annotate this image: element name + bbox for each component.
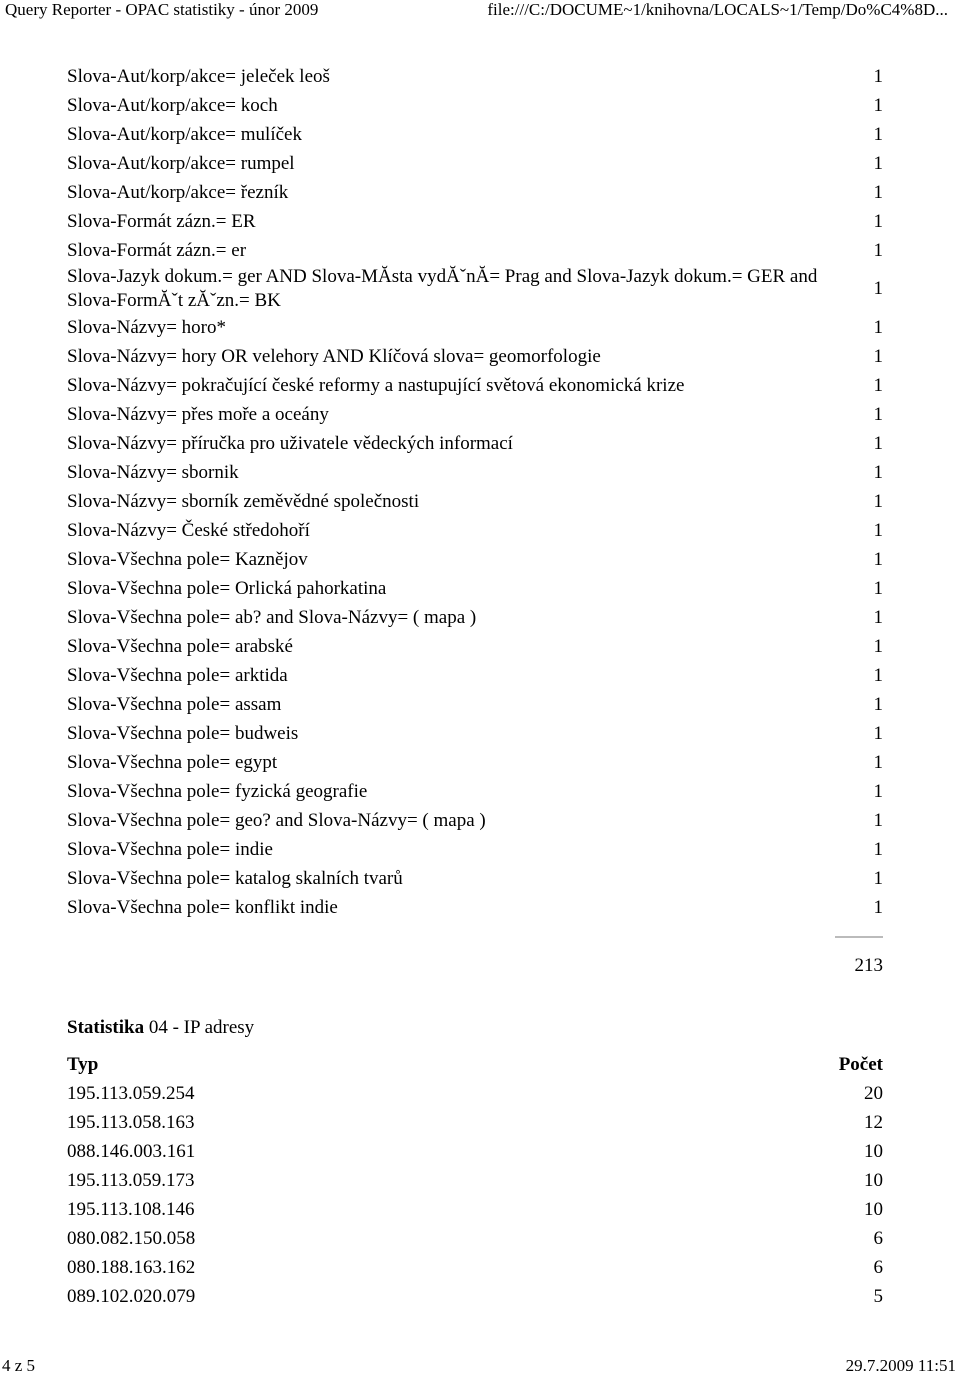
print-header <box>0 0 960 24</box>
ip-address: 195.113.059.254 <box>67 1082 195 1104</box>
query-text: Slova-Názvy= sborník zeměvědné společnosti <box>67 490 420 512</box>
table-row <box>67 1137 883 1166</box>
table-row <box>67 1282 883 1311</box>
query-count: 1 <box>873 94 883 116</box>
total-count: 213 <box>835 936 883 978</box>
query-count: 1 <box>873 606 883 628</box>
page-url: file:///C:/DOCUME~1/knihovna/LOCALS~1/Temp/Do%C4%8D... <box>487 0 948 19</box>
table-row <box>67 1253 883 1282</box>
query-count: 1 <box>873 210 883 232</box>
table-row <box>67 1108 883 1137</box>
table-row <box>67 265 883 313</box>
query-count: 1 <box>873 432 883 454</box>
ip-address: 088.146.003.161 <box>67 1140 196 1162</box>
query-count: 1 <box>873 809 883 831</box>
print-datetime: 29.7.2009 11:51 <box>845 1356 956 1375</box>
table-row <box>67 487 883 516</box>
query-text: Slova-Aut/korp/akce= jeleček leoš <box>67 65 330 87</box>
query-text: Slova-Všechna pole= indie <box>67 838 273 860</box>
statistics-title <box>67 1016 883 1040</box>
query-count: 1 <box>873 896 883 918</box>
table-row <box>67 1224 883 1253</box>
table-row <box>67 632 883 661</box>
table-row <box>67 777 883 806</box>
ip-count: 6 <box>873 1256 883 1278</box>
query-count: 1 <box>873 181 883 203</box>
query-count: 1 <box>873 722 883 744</box>
ip-table-header <box>67 1050 883 1079</box>
table-row <box>67 545 883 574</box>
ip-count: 6 <box>873 1227 883 1249</box>
statistics-label: Statistika <box>67 1017 145 1038</box>
table-row <box>67 458 883 487</box>
query-text: Slova-Aut/korp/akce= mulíček <box>67 123 302 145</box>
table-row <box>67 574 883 603</box>
table-row <box>67 1166 883 1195</box>
query-text: Slova-Všechna pole= katalog skalních tvarů <box>67 867 403 889</box>
query-count: 1 <box>873 635 883 657</box>
column-header-count: Počet <box>838 1053 883 1075</box>
query-text: Slova-Formát zázn.= er <box>67 239 247 261</box>
total-row <box>67 936 883 978</box>
query-text: Slova-Všechna pole= arabské <box>67 635 293 657</box>
page-number: 4 z 5 <box>2 1356 36 1375</box>
table-row <box>67 719 883 748</box>
query-text: Slova-Aut/korp/akce= koch <box>67 94 278 116</box>
table-row <box>67 429 883 458</box>
table-row <box>67 313 883 342</box>
table-row <box>67 207 883 236</box>
query-text: Slova-Všechna pole= Orlická pahorkatina <box>67 577 387 599</box>
query-text: Slova-Všechna pole= geo? and Slova-Názvy= ( mapa ) <box>67 809 486 831</box>
query-count: 1 <box>873 664 883 686</box>
query-count: 1 <box>873 780 883 802</box>
report-content <box>67 62 883 1311</box>
table-row <box>67 342 883 371</box>
query-count: 1 <box>873 239 883 261</box>
query-text: Slova-Všechna pole= arktida <box>67 664 288 686</box>
query-text: Slova-Jazyk dokum.= ger AND Slova-MĂsta vydĂˇnĂ= Prag and Slova-Jazyk dokum.= GER and Slova-FormĂˇt zĂˇzn.= BK <box>67 266 818 311</box>
ip-count: 10 <box>864 1198 883 1220</box>
query-count: 1 <box>873 519 883 541</box>
query-count: 1 <box>873 751 883 773</box>
table-row <box>67 1195 883 1224</box>
query-text: Slova-Všechna pole= budweis <box>67 722 299 744</box>
query-count: 1 <box>873 490 883 512</box>
query-text: Slova-Názvy= pokračující české reformy a nastupující světová ekonomická krize <box>67 374 685 396</box>
table-row <box>67 400 883 429</box>
page-title: Query Reporter - OPAC statistiky - únor 2009 <box>5 0 319 19</box>
query-count: 1 <box>873 152 883 174</box>
ip-count: 5 <box>873 1285 883 1307</box>
query-text: Slova-Názvy= horo* <box>67 316 226 338</box>
query-text: Slova-Aut/korp/akce= rumpel <box>67 152 295 174</box>
query-text: Slova-Názvy= sbornik <box>67 461 239 483</box>
ip-address: 080.082.150.058 <box>67 1227 196 1249</box>
query-text: Slova-Všechna pole= assam <box>67 693 282 715</box>
ip-count: 20 <box>864 1082 883 1104</box>
query-count: 1 <box>873 374 883 396</box>
table-row <box>67 178 883 207</box>
query-count: 1 <box>873 867 883 889</box>
query-count: 1 <box>873 548 883 570</box>
query-count: 1 <box>873 65 883 87</box>
query-text: Slova-Všechna pole= Kaznějov <box>67 548 308 570</box>
table-row <box>67 835 883 864</box>
table-row <box>67 864 883 893</box>
table-row <box>67 661 883 690</box>
statistics-subtitle: 04 - IP adresy <box>144 1017 255 1038</box>
query-count: 1 <box>873 693 883 715</box>
query-text: Slova-Názvy= příručka pro uživatele vědeckých informací <box>67 432 513 454</box>
query-count: 1 <box>873 403 883 425</box>
query-text: Slova-Názvy= přes moře a oceány <box>67 403 329 425</box>
table-row <box>67 236 883 265</box>
ip-address: 195.113.108.146 <box>67 1198 195 1220</box>
query-count: 1 <box>873 316 883 338</box>
table-row <box>67 690 883 719</box>
column-header-type: Typ <box>67 1053 99 1075</box>
table-row <box>67 120 883 149</box>
table-row <box>67 748 883 777</box>
ip-address: 195.113.058.163 <box>67 1111 195 1133</box>
query-text: Slova-Všechna pole= ab? and Slova-Názvy= ( mapa ) <box>67 606 477 628</box>
ip-address: 195.113.059.173 <box>67 1169 195 1191</box>
table-row <box>67 149 883 178</box>
query-count: 1 <box>873 345 883 367</box>
query-count: 1 <box>873 577 883 599</box>
query-text: Slova-Všechna pole= konflikt indie <box>67 896 338 918</box>
query-list <box>67 62 883 922</box>
query-count: 1 <box>873 123 883 145</box>
query-text: Slova-Všechna pole= fyzická geografie <box>67 780 368 802</box>
query-text: Slova-Aut/korp/akce= řezník <box>67 181 289 203</box>
ip-count: 10 <box>864 1140 883 1162</box>
table-row <box>67 91 883 120</box>
query-count: 1 <box>873 278 883 299</box>
table-row <box>67 806 883 835</box>
query-count: 1 <box>873 838 883 860</box>
table-row <box>67 516 883 545</box>
query-text: Slova-Všechna pole= egypt <box>67 751 278 773</box>
ip-address: 080.188.163.162 <box>67 1256 196 1278</box>
ip-count: 12 <box>864 1111 883 1133</box>
ip-count: 10 <box>864 1169 883 1191</box>
query-count: 1 <box>873 461 883 483</box>
table-row <box>67 603 883 632</box>
ip-address: 089.102.020.079 <box>67 1285 196 1307</box>
ip-table <box>67 1079 883 1311</box>
query-text: Slova-Názvy= České středohoří <box>67 519 310 541</box>
table-row <box>67 62 883 91</box>
table-row <box>67 893 883 922</box>
query-text: Slova-Formát zázn.= ER <box>67 210 256 232</box>
table-row <box>67 1079 883 1108</box>
table-row <box>67 371 883 400</box>
query-text: Slova-Názvy= hory OR velehory AND Klíčová slova= geomorfologie <box>67 345 601 367</box>
